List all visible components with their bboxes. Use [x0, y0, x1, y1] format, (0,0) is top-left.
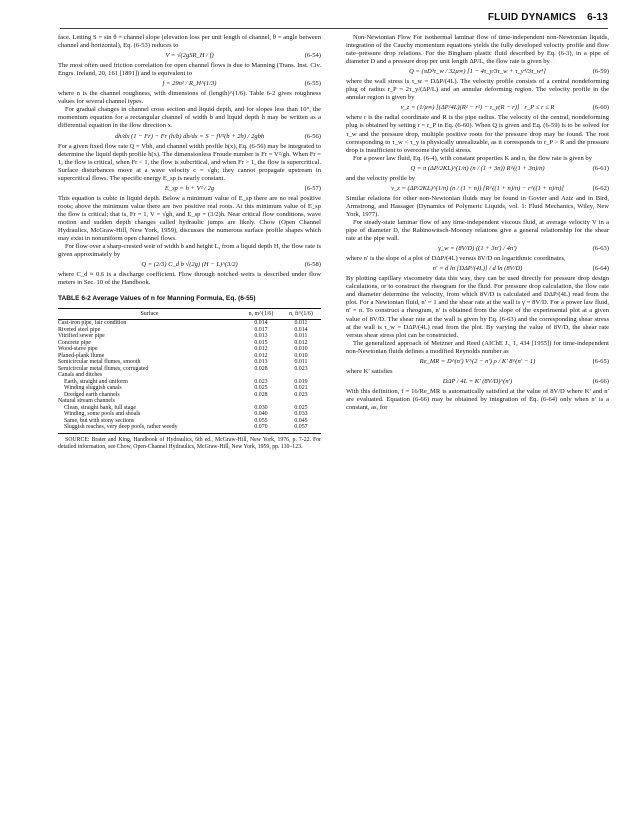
- equation-lhs: Re_MR =: [419, 357, 446, 365]
- paragraph: This equation is cubic in liquid depth. Below a minimum value of E_sp there are no real positive roots; above the minimum value there are two positive real roots. At this minimum value of E_sp the flow is critical; that is, Fr = 1, V = √gh, and E_sp = (3/2)h. Near critical flow conditions, wave motion and sudden depth changes called hydraulic jumps are likely. Chow (Open Channel Hydraulics, McGraw-Hill, New York, 1959), discusses the numerous surface profile shapes which may exist in nonuniform open channel flows.: [58, 194, 321, 243]
- table-row: [58, 424, 321, 433]
- table-cell-surface: Clean, straight bank, full stage: [64, 404, 136, 411]
- table-cell-n-m: 0.070: [241, 424, 281, 433]
- table-cell-n-m: 0.055: [254, 417, 268, 424]
- table-cell-n-m: 0.014: [254, 320, 268, 327]
- equation-number: (6-64): [592, 265, 609, 273]
- table-cell-surface: Cast-iron pipe, fair condition: [58, 320, 127, 327]
- table-cell-n-ft: 0.025: [294, 404, 308, 411]
- equation-lhs: γ̇_w =: [438, 245, 455, 253]
- equation-number: (6-58): [304, 261, 321, 269]
- paragraph: and the velocity profile by: [346, 174, 416, 182]
- equation-expr: (πD³τ_w / 32μ∞) [1 − 4τ_y/3τ_w + τ_y⁴/3τ_w⁴]: [421, 68, 546, 76]
- paragraph: For gradual changes in channel cross section and liquid depth, and for slopes less than 10°, the momentum equation for a rectangular channel of width b and liquid depth h may be written as a differential equation in the flow direction x.: [58, 106, 321, 130]
- equation-lhs: Q = π: [410, 164, 427, 172]
- equation-lhs: Q =: [409, 68, 420, 76]
- table-cell-n-m: 0.028: [254, 365, 268, 372]
- equation-6-55: [58, 80, 321, 88]
- table-cell-surface: Semicircular metal flumes, corrugated: [58, 365, 149, 372]
- paragraph: where n is the channel roughness, with dimensions of (length)^(1/6). Table 6-2 gives roughness values for several channel types.: [58, 90, 321, 106]
- equation-expr: (2/3) C_d b √(2g) (H − L)^(3/2): [153, 261, 238, 269]
- table-cell-n-m: 0.017: [254, 326, 268, 333]
- equation-condition: r_P ≤ r ≤ R: [524, 104, 555, 112]
- table-caption: TABLE 6-2 Average Values of n for Manning Formula, Eq. (6-55): [58, 295, 256, 303]
- table-cell-n-m: 0.012: [254, 346, 268, 353]
- page-number: 6-13: [587, 12, 608, 23]
- equation-expr: d ln [DΔP/(4L)] / d ln (8V/D): [445, 265, 523, 273]
- equation-6-65: [346, 358, 609, 366]
- table-cell-surface: Winding, some pools and shoals: [64, 411, 141, 418]
- paragraph: For steady-state laminar flow of any time-independent viscous fluid, at average velocity V in a pipe of diameter D, the Rabinowitsch-Mooney relations give a general relationship for the shear rate at the pipe wall.: [346, 218, 609, 243]
- paragraph: The generalized approach of Metzner and Reed (AIChE J., 1, 434 [1955]) for time-independent non-Newtonian fluids defines a modified Reynolds number as: [346, 339, 609, 355]
- paragraph: where the wall stress is τ_w = DΔP/(4L). The velocity profile consists of a central nondeforming plug of radius r_P = 2τ_y/(ΔP/L) and an annular deforming region. The velocity profile in the annular region is given by: [346, 78, 609, 102]
- table-header: Surface: [58, 308, 241, 320]
- equation-expr: 29n² / R_H^(1/3): [172, 80, 217, 88]
- paragraph: For flow over a sharp-crested weir of width b and height L, from a liquid depth H, the flow rate is given approximately by: [58, 243, 321, 259]
- table-cell-n-ft: 0.011: [294, 359, 308, 366]
- equation-6-54: [58, 52, 321, 60]
- paragraph: face. Letting S = sin θ = channel slope (elevation loss per unit length of channel, θ = angle between channel and horizontal), Eq. (6-53) reduces to: [58, 34, 321, 50]
- paragraph: Similar relations for other non-Newtonian fluids may be found in Govier and Aziz and in Bird, Armstrong, and Hassager (Dynamics of Polymeric Liquids, vol. 1: Fluid Mechanics, Wiley, New York, 1977).: [346, 194, 609, 218]
- table-source: SOURCE: Brater and King, Handbook of Hydraulics, 6th ed., McGraw-Hill, New York, 1976, p. 7-22. For detailed information, see Chow, Open-Channel Hydraulics, McGraw-Hill, New York, 1959, pp. 110–123.: [58, 436, 321, 450]
- equation-expr: (ΔP/2KL)^(1/n) (n / (1 + 3n)) R^((1 + 3n)/n): [427, 164, 545, 172]
- equation-number: (6-54): [304, 52, 321, 60]
- table-row: [58, 320, 321, 327]
- table-cell-n-m: 0.012: [254, 352, 268, 359]
- equation-expr: (ΔP/2KL)^(1/n) (n / (1 + n)) [R^((1 + n)/n) − r^((1 + n)/n)]: [407, 184, 564, 192]
- table-cell-surface: Semicircular metal flumes, smooth: [58, 359, 141, 366]
- equation-expr: (1/μ∞) [(ΔP/4L)(R² − r²) − τ_y(R − r)]: [417, 104, 520, 112]
- equation-expr: D^(n′) V^(2 − n′) ρ / K′ 8^(n′ − 1): [446, 357, 536, 365]
- equation-6-57: [58, 185, 321, 193]
- left-column: [58, 34, 321, 451]
- paragraph: where K′ satisfies: [346, 367, 393, 375]
- equation-6-66: [346, 378, 609, 386]
- table-cell-n-ft: 0.012: [294, 339, 308, 346]
- table-cell-surface: Concrete pipe: [58, 339, 91, 346]
- table-cell-surface: Riveted steel pipe: [58, 326, 101, 333]
- paragraph: By plotting capillary viscometry data this way, they can be used directly for pressure drop design calculations, or to construct the rheogram for the fluid. For pressure drop calculation, the flow rate and diameter determine the velocity, from which 8V/D is calculated and DΔP/(4L) read from the plot. For a Newtonian fluid, n′ = 1 and the shear rate at the wall is γ̇ = 8V/D. For a power law fluid, n′ = n. To construct a rheogram, n′ is obtained from the slope of the experimental plot at a given value of 8V/D. The shear rate at the wall is given by Eq. (6-63) and the corresponding shear stress at the wall is τ_w = DΔP/(4L) read from the plot. By varying the value of 8V/D, the shear rate versus shear stress plot can be constructed.: [346, 275, 609, 339]
- equation-number: (6-61): [592, 164, 609, 172]
- paragraph: For a given fixed flow rate Q = Vbh, and channel width profile b(x), Eq. (6-56) may be integrated to determine the liquid depth profile h(x). The dimensionless Froude number is Fr = V²/gh. When Fr = 1, the flow is critical, when Fr < 1, the flow is subcritical, and when Fr > 1, the flow is supercritical. Surface disturbances move at a wave velocity c = √gh; they cannot propagate upstream in supercritical flows. The specific energy E_sp is nearly constant.: [58, 142, 321, 182]
- equation-6-56: [58, 133, 321, 141]
- header-rule: [60, 28, 608, 29]
- table-cell-n-m: 0.023: [254, 378, 268, 385]
- table-cell-n-m: 0.013: [254, 333, 268, 340]
- table-cell-n-m: 0.015: [254, 339, 268, 346]
- equation-expr: √(2gSR_H / f): [176, 52, 214, 60]
- table-cell-surface: Planed-plank flume: [58, 352, 105, 359]
- table-cell-n-ft: 0.011: [294, 333, 308, 340]
- equation-lhs: f =: [162, 80, 171, 88]
- paragraph: where C_d ≈ 0.6 is a discharge coefficient. Flow through notched weirs is described under flow meters in Sec. 10 of the Handbook.: [58, 271, 321, 287]
- table-header: n, ft^(1/6): [281, 308, 321, 320]
- equation-expr: (8V/D) ((1 + 3n′) / 4n′): [456, 245, 517, 253]
- table-cell-n-m: 0.030: [254, 404, 268, 411]
- equation-lhs: v_z =: [400, 104, 416, 112]
- table-cell-surface: Dredged earth channels: [64, 391, 120, 398]
- table-body: [58, 320, 321, 434]
- paragraph: Non-Newtonian Flow For isothermal laminar flow of time-independent non-Newtonian liquids, integration of the Cauchy momentum equations yields the fully developed velocity profile and flow rate–pressure drop relations. For the Bingham plastic fluid described by Eq. (6-3), in a pipe of diameter D and a pressure drop per unit length ΔP/L, the flow rate is given by: [346, 34, 609, 66]
- table-cell-surface: Winding sluggish canals: [64, 385, 122, 392]
- equation-expr: V² / 2g: [196, 184, 215, 192]
- table-cell-surface: Earth, straight and uniform: [64, 378, 128, 385]
- manning-table: [58, 308, 321, 434]
- right-column: [346, 34, 609, 412]
- table-cell-surface: Wood-stave pipe: [58, 346, 98, 353]
- equation-number: (6-66): [592, 377, 609, 385]
- equation-6-59: [346, 68, 609, 76]
- table-cell-surface: Sluggish reaches, very deep pools, rather weedy: [58, 424, 241, 433]
- equation-lhs: E_sp = h +: [164, 184, 195, 192]
- section-title: FLUID DYNAMICS: [487, 12, 577, 23]
- table-cell-surface: Natural stream channels: [58, 398, 115, 405]
- equation-6-60: [346, 104, 609, 112]
- equation-6-63: [346, 245, 609, 253]
- equation-6-62: [346, 185, 609, 193]
- equation-expr: dh/dx (1 − Fr) − Fr (h/b) db/dx = S − fV²(b + 2h) / 2gbh: [114, 132, 265, 140]
- table-cell-n-m: 0.028: [254, 391, 268, 398]
- equation-number: (6-59): [592, 68, 609, 76]
- equation-lhs: Q =: [141, 261, 153, 269]
- table-cell-n-m: 0.025: [254, 385, 268, 392]
- table-cell-surface: Vitrified sewer pipe: [58, 333, 105, 340]
- table-cell-surface: Same, but with stony sections: [64, 417, 135, 424]
- equation-lhs: V =: [165, 52, 176, 60]
- table-cell-n-ft: 0.010: [294, 346, 308, 353]
- paragraph: The most often used friction correlation for open channel flows is due to Manning (Trans. Inst. Civ. Engrs. Ireland, 20, 161 [1891]) and is equivalent to: [58, 62, 321, 78]
- table-cell-n-ft: 0.033: [294, 411, 308, 418]
- table-cell-n-ft: 0.014: [294, 326, 308, 333]
- table-cell-n-m: 0.013: [254, 359, 268, 366]
- equation-number: (6-62): [592, 184, 609, 192]
- table-cell-n-ft: 0.045: [294, 417, 308, 424]
- table-cell-n-ft: 0.019: [294, 378, 308, 385]
- equation-6-58: [58, 261, 321, 269]
- equation-expr: DΔP / 4L = K′ (8V/D)^(n′): [442, 377, 513, 385]
- table-header: n, m^(1/6): [241, 308, 281, 320]
- paragraph: For a power law fluid, Eq. (6-4), with constant properties K and n, the flow rate is given by: [353, 154, 592, 162]
- equation-lhs: n′ =: [432, 265, 444, 273]
- table-cell-n-m: 0.040: [254, 411, 268, 418]
- paragraph: With this definition, f = 16/Re_MR is automatically satisfied at the value of 8V/D where K′ and n′ are evaluated. Equation (6-66) may be obtained by integration of Eq. (6-64) only when n′ is a constant, as, for: [346, 387, 609, 411]
- equation-6-64: [346, 265, 609, 273]
- table-cell-n-ft: 0.021: [294, 385, 308, 392]
- table-cell-n-ft: 0.010: [294, 352, 308, 359]
- equation-number: (6-60): [592, 104, 609, 112]
- equation-lhs: v_z =: [391, 184, 406, 192]
- equation-6-61: [346, 165, 609, 173]
- table-cell-n-ft: 0.057: [281, 424, 321, 433]
- table-cell-n-ft: 0.011: [294, 320, 308, 327]
- paragraph: where n′ is the slope of a plot of DΔP/(4L) versus 8V/D on logarithmic coordinates,: [346, 255, 566, 263]
- equation-number: (6-55): [304, 80, 321, 88]
- paragraph: where r is the radial coordinate and R is the pipe radius. The velocity of the central, nondeforming plug is obtained by setting r = r_P in Eq. (6-60). When Q is given and Eq. (6-59) is to be solved for τ_w and the pressure drop, multiple positive roots for the pressure drop may be found. The root corresponding to τ_w < τ_y is physically unrealizable, as it corresponds to r_P > R and the pressure drop is insufficient to overcome the yield stress.: [346, 114, 609, 154]
- running-header: [480, 12, 608, 23]
- equation-number: (6-63): [592, 245, 609, 253]
- equation-number: (6-65): [592, 357, 609, 365]
- table-cell-n-ft: 0.023: [294, 365, 308, 372]
- equation-number: (6-57): [304, 184, 321, 192]
- table-cell-n-ft: 0.023: [294, 391, 308, 398]
- table-cell-surface: Canals and ditches: [58, 372, 103, 379]
- equation-number: (6-56): [304, 132, 321, 140]
